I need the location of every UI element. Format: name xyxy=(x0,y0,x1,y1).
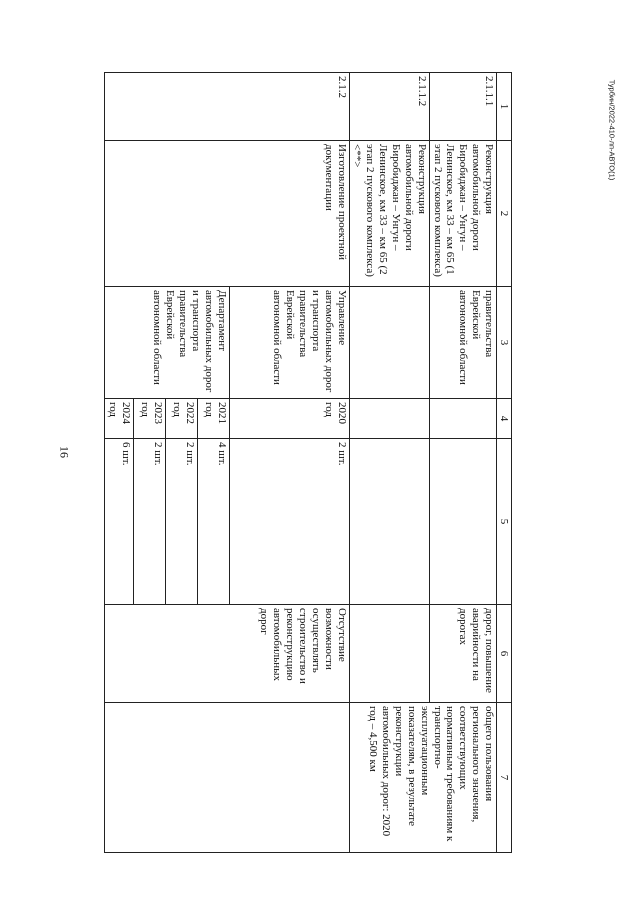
year-cell: 2021 год xyxy=(197,399,229,439)
responsible-org: Управление автомобильных дорог и транспорта правительства Еврейской автономной области xyxy=(229,287,349,399)
result-cell: общего пользования регионального значения, соответствующих нормативным требованиям к транспортно-эксплуатационным показателям, в результате реконструкции автомобильных дорог: 2020 год – 4,500 км xyxy=(349,703,496,853)
column-header: 4 xyxy=(497,399,512,439)
year-cell xyxy=(429,399,496,439)
quantity-cell: 2 шт. xyxy=(133,439,165,605)
responsible-org: правительства Еврейской автономной области xyxy=(429,287,496,399)
document-id: Турбин/2022-410-лп-АВТО(1) xyxy=(607,79,617,181)
table-row xyxy=(229,73,349,853)
result-cell xyxy=(104,703,349,853)
item-name: Реконструкция автомобильной дороги Биробиджан – Унгун – Ленинское, км 33 – км 65 (2 этап 2 пускового комплекса) <**> xyxy=(349,141,429,287)
risk-cell xyxy=(349,605,429,703)
year-cell xyxy=(349,399,429,439)
quantity-cell xyxy=(349,439,429,605)
header-row xyxy=(497,73,512,853)
year-cell: 2024 год xyxy=(104,399,133,439)
page-number: 16 xyxy=(57,446,72,458)
program-table xyxy=(104,72,512,853)
rotated-table-container xyxy=(106,72,512,852)
row-number: 2.1.1.1 xyxy=(429,73,496,141)
row-number: 2.1.1.2 xyxy=(349,73,429,141)
responsible-org xyxy=(349,287,429,399)
responsible-org: Департамент автомобильных дорог и транспорта правительства Еврейской автономной области xyxy=(104,287,229,399)
column-header: 1 xyxy=(497,73,512,141)
quantity-cell: 4 шт. xyxy=(197,439,229,605)
quantity-cell: 2 шт. xyxy=(165,439,197,605)
column-header: 3 xyxy=(497,287,512,399)
risk-cell: дорог, повышение аварийности на дорогах xyxy=(429,605,496,703)
year-cell: 2022 год xyxy=(165,399,197,439)
item-name: Изготовление проектной документации xyxy=(104,141,349,287)
column-header: 7 xyxy=(497,703,512,853)
table-row xyxy=(429,73,496,853)
risk-cell: Отсутствие возможности осуществлять строительство и реконструкцию автомобильных дорог xyxy=(104,605,349,703)
column-header: 5 xyxy=(497,439,512,605)
column-header: 6 xyxy=(497,605,512,703)
quantity-cell: 6 шт. xyxy=(104,439,133,605)
year-cell: 2023 год xyxy=(133,399,165,439)
row-number: 2.1.2 xyxy=(104,73,349,141)
quantity-cell xyxy=(429,439,496,605)
quantity-cell: 2 шт. xyxy=(229,439,349,605)
item-name: Реконструкция автомобильной дороги Биробиджан – Унгун – Ленинское, км 33 – км 65 (1 этап 2 пускового комплекса) xyxy=(429,141,496,287)
column-header: 2 xyxy=(497,141,512,287)
year-cell: 2020 год xyxy=(229,399,349,439)
